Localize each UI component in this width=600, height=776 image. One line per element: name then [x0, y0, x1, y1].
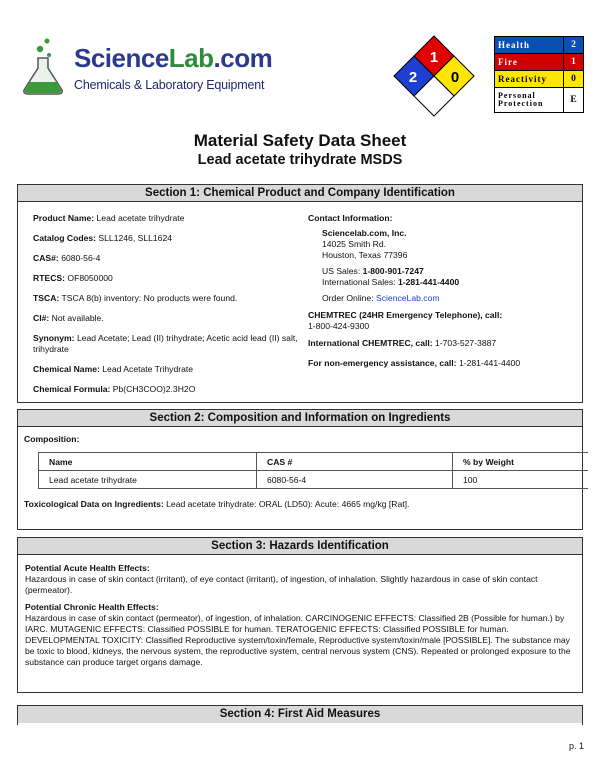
intl-chemtrec-label: International CHEMTREC, call: — [308, 338, 433, 348]
catalog-codes-value: SLL1246, SLL1624 — [98, 233, 173, 243]
tsca-field — [33, 293, 303, 304]
nfpa-health-value: 2 — [408, 69, 418, 86]
address-line1: 14025 Smith Rd. — [322, 239, 387, 249]
rtecs-field — [33, 273, 303, 284]
rtecs-value: OF8050000 — [67, 273, 113, 283]
nfpa-fire-value: 1 — [429, 49, 439, 66]
hmis-health-value: 2 — [564, 37, 584, 54]
chronic-effects-text: Hazardous in case of skin contact (permeator), of ingestion, of inhalation. CARCINOGENIC EFFECTS: Classified 2B (Possible for human.) by IARC. MUTAGENIC EFFECTS: Classified POSSIBLE for human. TERATOGENIC EFFECTS: Classified POSSIBLE for human. DEVELOPMENTAL TOXICITY: Classified Reproductive system/toxin/female, Reproductive system/toxin/male [POSSIBLE]. The substance may be toxic to blood, kidneys, the nervous system, the reproductive system, central nervous system (CNS). Repeated or prolonged exposure to the substance can produce target organs damage. — [25, 613, 571, 667]
catalog-codes-field — [33, 233, 303, 244]
chemical-formula-label: Chemical Formula: — [33, 384, 111, 394]
logo-brand-part2: Lab — [168, 43, 214, 73]
hmis-row-health — [495, 37, 584, 54]
section-1 — [17, 184, 583, 403]
chemtrec-label: CHEMTREC (24HR Emergency Telephone), call: — [308, 310, 503, 320]
us-sales-value: 1-800-901-7247 — [362, 266, 424, 276]
chemtrec-field — [308, 310, 578, 332]
section-3 — [17, 537, 583, 693]
cas-label: CAS#: — [33, 253, 59, 263]
hmis-ppe-label-line2: Protection — [498, 99, 544, 108]
product-name-label: Product Name: — [33, 213, 95, 223]
catalog-codes-label: Catalog Codes: — [33, 233, 97, 243]
chemical-name-field — [33, 364, 303, 375]
tsca-label: TSCA: — [33, 293, 60, 303]
composition-table — [38, 452, 588, 489]
company-name: Sciencelab.com, Inc. — [322, 228, 407, 238]
nfpa-reactivity-value: 0 — [450, 69, 460, 86]
logo-brand-part3: .com — [213, 43, 273, 73]
synonym-value: Lead Acetate; Lead (II) trihydrate; Acetic acid lead (II) salt, trihydrate — [33, 333, 298, 354]
tox-value: Lead acetate trihydrate: ORAL (LD50): Acute: 4665 mg/kg [Rat]. — [166, 499, 410, 509]
chemical-name-label: Chemical Name: — [33, 364, 100, 374]
logo-brand-part1: Science — [74, 43, 169, 73]
us-sales-field — [322, 266, 578, 277]
hmis-reactivity-value: 0 — [564, 71, 584, 88]
tox-label: Toxicological Data on Ingredients: — [24, 499, 164, 509]
composition-header-row — [39, 453, 589, 471]
chemical-name-value: Lead Acetate Trihydrate — [102, 364, 194, 374]
chemical-formula-value: Pb(CH3COO)2.3H2O — [112, 384, 196, 394]
contact-information — [308, 213, 578, 369]
intl-sales-value: 1-281-441-4400 — [397, 277, 460, 287]
hmis-health-label: Health — [495, 37, 564, 54]
toxicological-data — [24, 499, 576, 509]
logo-brand-text — [74, 43, 272, 74]
hmis-rating-table — [494, 36, 584, 113]
synonym-label: Synonym: — [33, 333, 75, 343]
hmis-reactivity-label: Reactivity — [495, 71, 564, 88]
cas-value: 6080-56-4 — [61, 253, 101, 263]
us-sales-label: US Sales: — [322, 266, 361, 276]
non-emergency-field — [308, 358, 578, 369]
cas-field — [33, 253, 303, 264]
cell-cas: 6080-56-4 — [257, 471, 453, 489]
logo-tagline: Chemicals & Laboratory Equipment — [74, 78, 265, 92]
section-4 — [17, 705, 583, 725]
composition-label: Composition: — [24, 434, 80, 444]
hmis-ppe-value: E — [564, 88, 584, 113]
hmis-row-personal-protection — [495, 88, 584, 113]
document-title: Material Safety Data Sheet — [193, 131, 407, 150]
intl-sales-label: International Sales: — [322, 277, 396, 287]
section-2 — [17, 409, 583, 530]
hmis-ppe-label-line1: Personal — [498, 91, 536, 100]
chemtrec-value: 1-800-424-9300 — [308, 321, 370, 331]
document-subtitle: Lead acetate trihydrate MSDS — [197, 152, 403, 168]
ci-label: CI#: — [33, 313, 50, 323]
column-header-cas: CAS # — [257, 453, 453, 471]
nfpa-diamond — [392, 34, 476, 118]
chemical-formula-field — [33, 384, 303, 395]
product-name-field — [33, 213, 303, 224]
product-name-value: Lead acetate trihydrate — [96, 213, 185, 223]
hmis-fire-label: Fire — [495, 54, 564, 71]
address-line2: Houston, Texas 77396 — [322, 250, 408, 260]
column-header-name: Name — [39, 453, 257, 471]
acute-effects-text: Hazardous in case of skin contact (irritant), of eye contact (irritant), of ingestion, of inhalation. Slightly hazardous in case of skin contact (permeator). — [25, 574, 538, 595]
table-row — [39, 471, 589, 489]
cell-name: Lead acetate trihydrate — [39, 471, 257, 489]
section-2-title: Section 2: Composition and Information on Ingredients — [18, 410, 582, 427]
order-online-link[interactable]: ScienceLab.com — [375, 293, 440, 303]
sciencelab-logo — [16, 36, 273, 98]
hmis-fire-value: 1 — [564, 54, 584, 71]
rtecs-label: RTECS: — [33, 273, 65, 283]
synonym-field — [33, 333, 303, 355]
order-online-label: Order Online: — [322, 293, 374, 303]
intl-chemtrec-value: 1-703-527-3887 — [435, 338, 497, 348]
section-4-title: Section 4: First Aid Measures — [18, 706, 582, 723]
non-emergency-value: 1-281-441-4400 — [458, 358, 521, 368]
cell-weight: 100 — [453, 471, 589, 489]
intl-chemtrec-field — [308, 338, 578, 349]
section-3-title: Section 3: Hazards Identification — [18, 538, 582, 555]
contact-label: Contact Information: — [308, 213, 393, 223]
intl-sales-field — [322, 277, 578, 288]
ci-field — [33, 313, 303, 324]
hmis-row-fire — [495, 54, 584, 71]
chronic-effects-label: Potential Chronic Health Effects: — [25, 602, 159, 612]
section-1-title: Section 1: Chemical Product and Company Identification — [18, 185, 582, 202]
ci-value: Not available. — [51, 313, 104, 323]
page-number: p. 1 — [568, 741, 584, 751]
acute-effects-label: Potential Acute Health Effects: — [25, 563, 150, 573]
product-identification — [33, 213, 303, 404]
non-emergency-label: For non-emergency assistance, call: — [308, 358, 457, 368]
hmis-row-reactivity — [495, 71, 584, 88]
column-header-weight: % by Weight — [453, 453, 589, 471]
tsca-value: TSCA 8(b) inventory: No products were found. — [61, 293, 238, 303]
flask-icon — [16, 36, 68, 96]
hmis-ppe-label — [495, 88, 564, 113]
order-online-field — [322, 293, 578, 304]
